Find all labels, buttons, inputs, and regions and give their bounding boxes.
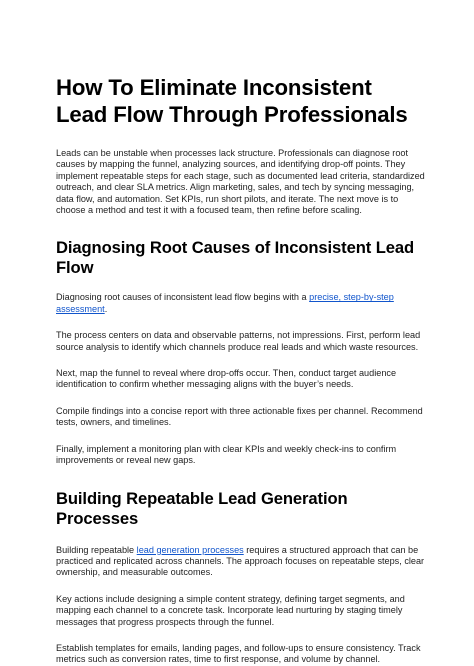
section1-p1-text: Diagnosing root causes of inconsistent lead flow begins with a <box>56 292 310 303</box>
intro-paragraph: Leads can be unstable when processes lack structure. Professionals can diagnose root causes by mapping the funnel, analyzing sources, and identifying drop-off points. They implement repeatable steps for each stage, such as documented lead criteria, standardized outreach, and clear SLA metrics. Align marketing, sales, and tech by syncing messaging, data flow, and automation. Set KPIs, run short pilots, and iterate. The next move is to choose a method and test it with a focused team, then refine before scaling. <box>56 148 425 216</box>
section2-paragraph-3: Establish templates for emails, landing pages, and follow-ups to ensure consistency. Track metrics such as conversion rates, time to first response, and volume by channel. <box>56 642 421 665</box>
page-title: How To Eliminate Inconsistent Lead Flow Through Professionals <box>56 75 408 127</box>
section2-paragraph-2: Key actions include designing a simple content strategy, defining target segments, and mapping each channel to a concrete task. Incorporate lead nurturing by staging timely messages that progress prospects through the funnel. <box>56 593 405 627</box>
section1-paragraph-1 <box>56 292 428 315</box>
section1-paragraph-4: Compile findings into a concise report with three actionable fixes per channel. Recommend tests, owners, and timelines. <box>56 405 423 428</box>
section-heading-diagnosing: Diagnosing Root Causes of Inconsistent Lead Flow <box>56 238 415 278</box>
section1-paragraph-2: The process centers on data and observable patterns, not impressions. First, perform lead source analysis to identify which channels produce real leads and which waste resources. <box>56 330 421 352</box>
section2-p1-text: Building repeatable <box>56 544 137 555</box>
section-heading-building: Building Repeatable Lead Generation Processes <box>56 488 348 528</box>
assessment-link[interactable]: precise, step-by-step assessment <box>56 292 394 314</box>
section1-paragraph-3: Next, map the funnel to reveal where drop-offs occur. Then, conduct target audience identification to confirm whether messaging aligns with the buyer’s needs. <box>56 368 397 390</box>
section1-paragraph-5: Finally, implement a monitoring plan with clear KPIs and weekly check-ins to confirm improvements or reveal new gaps. <box>56 443 397 466</box>
document-body <box>56 74 428 666</box>
section2-p1-rest: requires a structured approach that can be practiced and replicated across channels. The approach focuses on repeatable steps, clear ownership, and measurable outcomes. <box>56 544 425 578</box>
lead-generation-link[interactable]: lead generation processes <box>136 544 244 555</box>
section2-paragraph-1 <box>56 545 428 579</box>
section1-p1-end: . <box>104 303 108 314</box>
